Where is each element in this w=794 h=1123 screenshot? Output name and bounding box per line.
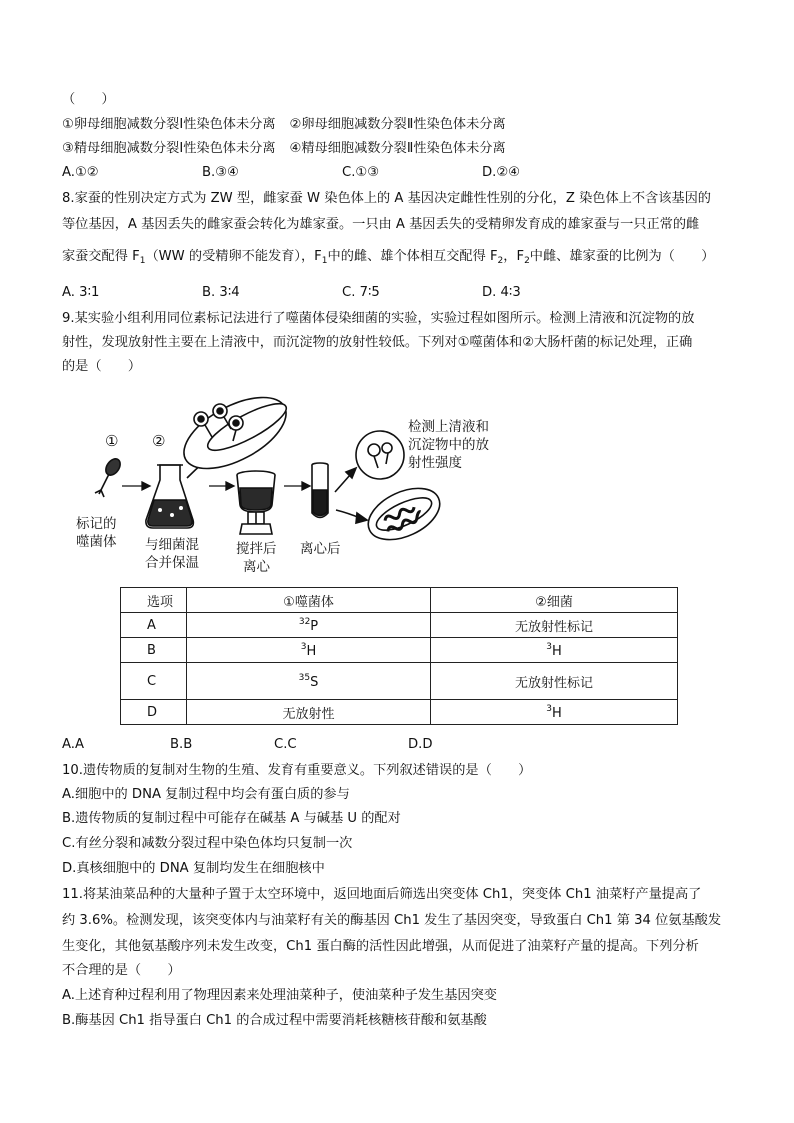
q8-sub-1: 1: [139, 256, 146, 266]
q8-option-c: C. 7∶5: [342, 285, 380, 300]
table-cell-phage: $^{35}$S: [187, 663, 431, 700]
q10-option-a: A.细胞中的 DNA 复制过程中均会有蛋白质的参与: [62, 787, 350, 802]
q9-option-b: B.B: [170, 737, 193, 752]
table-cell-bacteria: 无放射性标记: [431, 663, 678, 700]
table-row: [121, 613, 678, 638]
q9-options: [62, 736, 433, 754]
diagram-step-1: ①: [105, 432, 119, 450]
q8-sub-4: 2: [524, 256, 530, 266]
label-labeled-phage-2: 噬菌体: [76, 534, 117, 550]
label-detect-1: 检测上清液和: [408, 419, 489, 435]
q11-option-b: B.酶基因 Ch1 指导蛋白 Ch1 的合成过程中需要消耗核糖核苷酸和氨基酸: [62, 1013, 487, 1028]
q11-option-a: A.上述育种过程利用了物理因素来处理油菜种子，使油菜种子发生基因突变: [62, 988, 497, 1003]
q8-text-c: 中的雌、雄个体相互交配得 F: [327, 249, 498, 264]
q10-option-c: C.有丝分裂和减数分裂过程中染色体均只复制一次: [62, 836, 353, 851]
table-row: [121, 700, 678, 725]
q7-option-d: D.②④: [482, 165, 520, 180]
table-header-row: [121, 588, 678, 613]
q7-option-b: B.③④: [202, 165, 239, 180]
q9-stem-line1: 9.某实验小组利用同位素标记法进行了噬菌体侵染细菌的实验，实验过程如图所示。检测上清液和沉淀物的放: [62, 311, 695, 326]
table-cell-bacteria: 无放射性标记: [431, 613, 678, 638]
table-row: [121, 638, 678, 663]
table-cell-option: B: [121, 638, 187, 663]
table-cell-phage: $^3$H: [187, 638, 431, 663]
q7-item-1: ①卵母细胞减数分裂Ⅰ性染色体未分离: [62, 117, 276, 132]
flask-drawing: [146, 465, 194, 528]
table-header-bacteria: ②细菌: [431, 588, 678, 613]
q7-item-4: ④精母细胞减数分裂Ⅱ性染色体未分离: [289, 141, 506, 156]
table-cell-option: D: [121, 700, 187, 725]
label-stir-1: 搅拌后: [236, 541, 277, 557]
q10-stem: 10.遗传物质的复制对生物的生殖、发育有重要意义。下列叙述错误的是（ ）: [62, 763, 532, 778]
q9-stem-line3: 的是（ ）: [62, 359, 142, 374]
q8-text-a: 家蚕交配得 F: [62, 249, 140, 264]
infection-zoom-drawing: [173, 383, 297, 483]
label-mix-1: 与细菌混: [145, 537, 199, 553]
label-stir-2: 离心: [243, 559, 270, 575]
label-detect-3: 射性强度: [408, 455, 462, 471]
q8-stem-line2: 等位基因，A 基因丢失的雌家蚕会转化为雄家蚕。一只由 A 基因丢失的受精卵发育成的雄家蚕与一只正常的雌: [62, 217, 700, 232]
q8-option-a: A. 3∶1: [62, 285, 100, 300]
q8-sub-3: 2: [497, 256, 504, 266]
q7-option-a: A.①②: [62, 165, 99, 180]
q8-sub-2: 1: [321, 256, 328, 266]
q9-option-d: D.D: [408, 737, 433, 752]
q10-option-b: B.遗传物质的复制过程中可能存在碱基 A 与碱基 U 的配对: [62, 811, 401, 826]
sediment-bacterium-drawing: [360, 478, 447, 550]
table-header-option: 选项: [121, 588, 187, 613]
q7-item-3: ③精母细胞减数分裂Ⅰ性染色体未分离: [62, 141, 276, 156]
table-header-phage: ①噬菌体: [187, 588, 431, 613]
table-cell-bacteria: $^3$H: [431, 638, 678, 663]
label-mix-2: 合并保温: [145, 555, 199, 571]
q8-option-d: D. 4∶3: [482, 285, 521, 300]
q11-stem-line3: 生变化，其他氨基酸序列未发生改变，Ch1 蛋白酶的活性因此增强，从而促进了油菜籽产量的提高。下列分析: [62, 939, 699, 954]
q9-options-table: [120, 587, 678, 725]
labeled-phage-drawing: [95, 456, 123, 497]
q7-item-2: ②卵母细胞减数分裂Ⅱ性染色体未分离: [289, 117, 506, 132]
q8-text-e: 中雌、雄家蚕的比例为（ ）: [529, 249, 715, 264]
q11-stem-line2: 约 3.6%。检测发现，该突变体内与油菜籽有关的酶基因 Ch1 发生了基因突变，导致蛋白 Ch1 第 34 位氨基酸发: [62, 913, 722, 928]
q8-stem-line1: 8.家蚕的性别决定方式为 ZW 型，雌家蚕 W 染色体上的 A 基因决定雌性性别的分化，Z 染色体上不含该基因的: [62, 191, 711, 206]
q9-option-a: A.A: [62, 737, 85, 752]
q9-stem-line2: 射性，发现放射性主要在上清液中，而沉淀物的放射性较低。下列对①噬菌体和②大肠杆菌的标记处理，正确: [62, 335, 693, 350]
table-cell-bacteria: $^3$H: [431, 700, 678, 725]
q8-text-b: （WW 的受精卵不能发育），F: [145, 249, 322, 264]
table-cell-option: C: [121, 663, 187, 700]
label-labeled-phage-1: 标记的: [76, 516, 117, 532]
q7-option-c: C.①③: [342, 165, 380, 180]
blender-drawing: [237, 471, 275, 534]
q8-option-b: B. 3∶4: [202, 285, 240, 300]
table-cell-phage: $^{32}$P: [187, 613, 431, 638]
label-centrifuge: 离心后: [300, 541, 341, 557]
table-row: [121, 663, 678, 700]
table-cell-phage: 无放射性: [187, 700, 431, 725]
q10-option-d: D.真核细胞中的 DNA 复制均发生在细胞核中: [62, 861, 325, 876]
centrifuge-tube-drawing: [312, 463, 328, 518]
q11-stem-line4: 不合理的是（ ）: [62, 963, 181, 978]
diagram-step-2: ②: [152, 432, 166, 450]
q9-option-c: C.C: [274, 737, 297, 752]
supernatant-detect-drawing: [356, 431, 404, 479]
q8-text-d: ，F: [503, 249, 525, 264]
label-detect-2: 沉淀物中的放: [408, 437, 489, 453]
q11-stem-line1: 11.将某油菜品种的大量种子置于太空环境中，返回地面后筛选出突变体 Ch1，突变体 Ch1 油菜籽产量提高了: [62, 887, 702, 902]
q7-paren: （ ）: [62, 92, 115, 107]
table-cell-option: A: [121, 613, 187, 638]
